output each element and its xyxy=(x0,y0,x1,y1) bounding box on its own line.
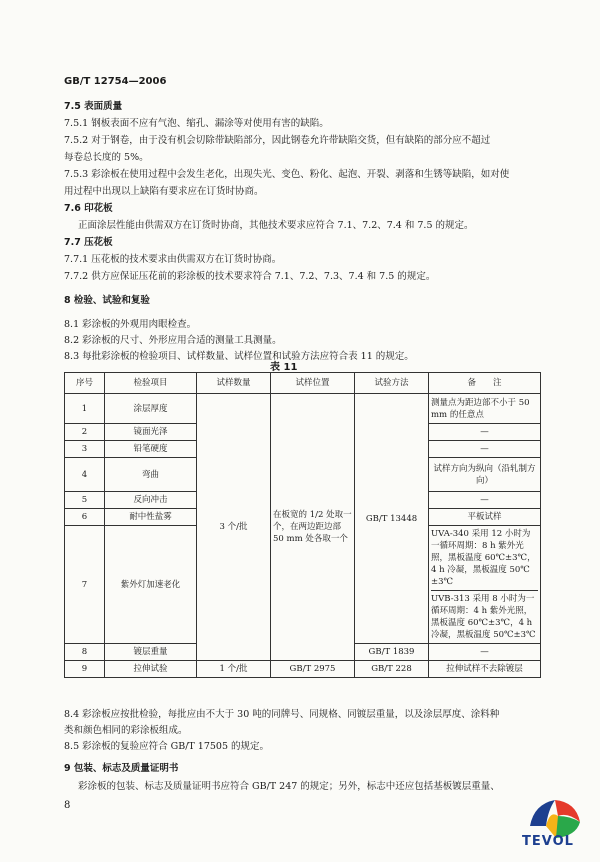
col-header-item: 检验项目 xyxy=(105,373,197,394)
cell-item: 弯曲 xyxy=(105,458,197,492)
section-7-6: 7.6 印花板 xyxy=(64,203,113,214)
cell-method: GB/T 228 xyxy=(355,661,429,678)
cell-item: 涂层厚度 xyxy=(105,394,197,424)
table-row xyxy=(65,661,541,678)
col-header-method: 试验方法 xyxy=(355,373,429,394)
section-8: 8 检验、试验和复验 xyxy=(64,295,150,306)
standard-code: GB/T 12754—2006 xyxy=(64,76,167,87)
cell-note: — xyxy=(429,441,541,458)
cell-note: — xyxy=(429,424,541,441)
clause-8-3: 8.3 每批彩涂板的检验项目、试样数量、试样位置和试验方法应符合表 11 的规定。 xyxy=(64,351,414,362)
cell-item: 镀层重量 xyxy=(105,644,197,661)
clause-7-7-2: 7.7.2 供方应保证压花前的彩涂板的技术要求符合 7.1、7.2、7.3、7.4 和 7.5 的规定。 xyxy=(64,271,436,282)
cell-no: 8 xyxy=(65,644,105,661)
clause-8-5: 8.5 彩涂板的复验应符合 GB/T 17505 的规定。 xyxy=(64,741,270,752)
logo-text: TEVOL xyxy=(522,834,574,849)
section-7-7: 7.7 压花板 xyxy=(64,237,113,248)
col-header-note: 备 注 xyxy=(429,373,541,394)
cell-note-uv xyxy=(429,526,541,644)
page-number: 8 xyxy=(64,800,71,811)
cell-qty-merged: 3 个/批 xyxy=(197,394,271,661)
section-7-5: 7.5 表面质量 xyxy=(64,101,123,112)
cell-no: 6 xyxy=(65,509,105,526)
table-row xyxy=(65,394,541,424)
section-9: 9 包装、标志及质量证明书 xyxy=(64,763,179,774)
cell-qty: 1 个/批 xyxy=(197,661,271,678)
table-caption: 表 11 xyxy=(270,362,298,373)
clause-7-5-3: 7.5.3 彩涂板在使用过程中会发生老化，出现失光、变色、粉化、起泡、开裂、剥落和生锈等缺陷，如对使 xyxy=(64,169,510,180)
cell-no: 2 xyxy=(65,424,105,441)
uvb-note: UVB-313 采用 8 小时为一循环周期：4 h 紫外光照，黑板温度 60℃±3℃，4 h 冷凝，黑板温度 50℃±3℃ xyxy=(431,594,536,640)
clause-7-5-2: 7.5.2 对于钢卷，由于没有机会切除带缺陷部分，因此钢卷允许带缺陷交货，但有缺陷的部分应不超过 xyxy=(64,135,491,146)
cell-note: 平板试样 xyxy=(429,509,541,526)
col-header-qty: 试样数量 xyxy=(197,373,271,394)
cell-item: 耐中性盐雾 xyxy=(105,509,197,526)
clause-8-1: 8.1 彩涂板的外观用肉眼检查。 xyxy=(64,319,197,330)
cell-no: 9 xyxy=(65,661,105,678)
cell-no: 5 xyxy=(65,492,105,509)
cell-note: 拉伸试样不去除镀层 xyxy=(429,661,541,678)
col-header-no: 序号 xyxy=(65,373,105,394)
uva-note: UVA-340 采用 12 小时为一循环周期：8 h 紫外光照，黑板温度 60℃±3℃，4 h 冷凝，黑板温度 50℃±3℃ xyxy=(431,528,538,591)
cell-method-merged: GB/T 13448 xyxy=(355,394,429,644)
cell-no: 4 xyxy=(65,458,105,492)
clause-8-2: 8.2 彩涂板的尺寸、外形应用合适的测量工具测量。 xyxy=(64,335,282,346)
col-header-pos: 试样位置 xyxy=(271,373,355,394)
cell-note: 试样方向为纵向（沿轧制方向） xyxy=(429,458,541,492)
cell-note: 测量点为距边部不小于 50 mm 的任意点 xyxy=(429,394,541,424)
clause-7-6-text: 正面涂层性能由供需双方在订货时协商，其他技术要求应符合 7.1、7.2、7.4 和 7.5 的规定。 xyxy=(78,220,474,231)
clause-7-7-1: 7.7.1 压花板的技术要求由供需双方在订货时协商。 xyxy=(64,254,282,265)
clause-7-5-1: 7.5.1 钢板表面不应有气泡、缩孔、漏涂等对使用有害的缺陷。 xyxy=(64,118,329,129)
clause-9-text: 彩涂板的包装、标志及质量证明书应符合 GB/T 247 的规定；另外，标志中还应包括基板镀层重量、 xyxy=(78,781,500,792)
cell-no: 1 xyxy=(65,394,105,424)
cell-item: 拉伸试验 xyxy=(105,661,197,678)
clause-8-4: 8.4 彩涂板应按批检验，每批应由不大于 30 吨的同牌号、同规格、同镀层重量，以及涂层厚度、涂料种 xyxy=(64,709,500,720)
cell-no: 7 xyxy=(65,526,105,644)
clause-7-5-2-cont: 每卷总长度的 5%。 xyxy=(64,152,149,163)
clause-7-5-3-cont: 用过程中出现以上缺陷有要求应在订货时协商。 xyxy=(64,186,264,197)
clause-8-4-cont: 类和颜色相同的彩涂板组成。 xyxy=(64,725,188,736)
inspection-table xyxy=(64,372,541,678)
cell-note: — xyxy=(429,644,541,661)
cell-pos: GB/T 2975 xyxy=(271,661,355,678)
cell-method: GB/T 1839 xyxy=(355,644,429,661)
cell-note: — xyxy=(429,492,541,509)
cell-pos-merged: 在板宽的 1/2 处取一个，在两边距边部 50 mm 处各取一个 xyxy=(271,394,355,661)
cell-no: 3 xyxy=(65,441,105,458)
cell-item: 反向冲击 xyxy=(105,492,197,509)
cell-item: 铅笔硬度 xyxy=(105,441,197,458)
cell-item: 镜面光泽 xyxy=(105,424,197,441)
table-header-row xyxy=(65,373,541,394)
cell-item: 紫外灯加速老化 xyxy=(105,526,197,644)
